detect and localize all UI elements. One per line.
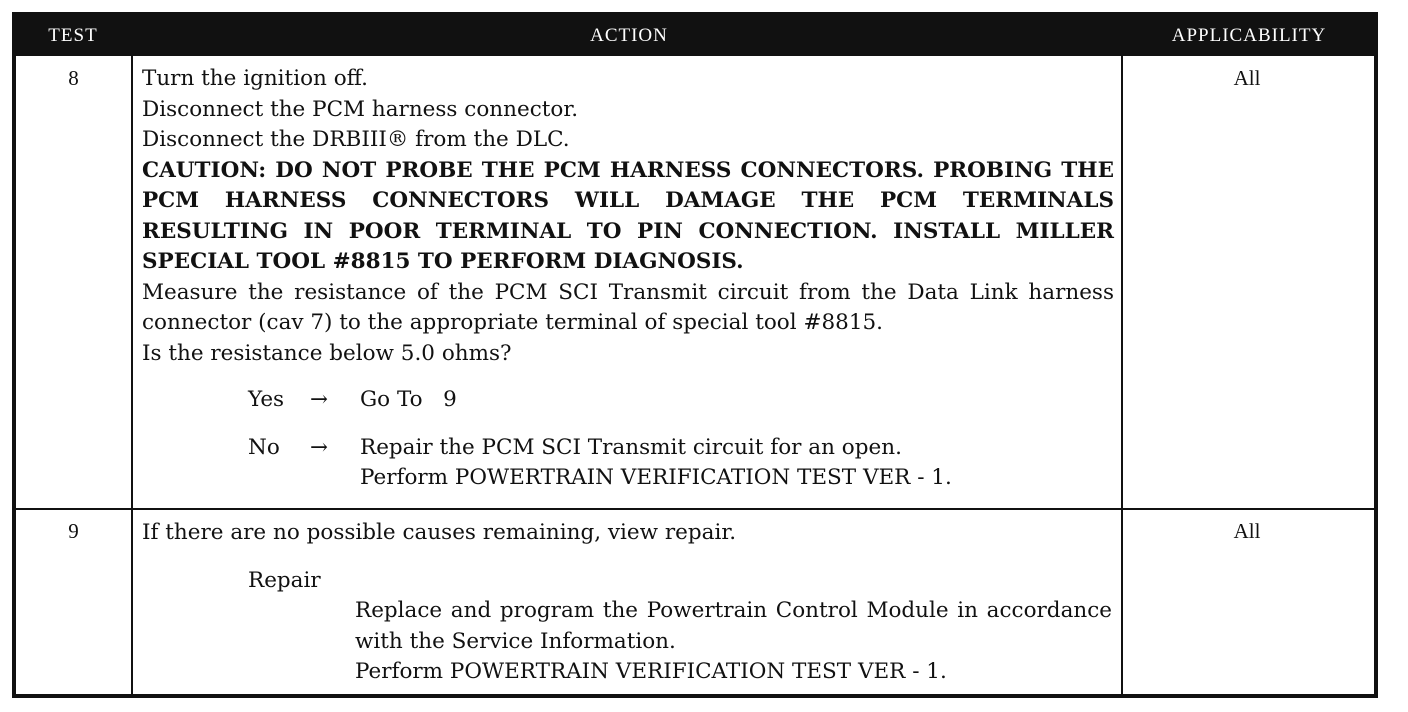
- no-action: Repair the PCM SCI Transmit circuit for an open.: [360, 435, 902, 460]
- arrow-icon: →: [310, 387, 329, 412]
- action-step: Disconnect the PCM harness connector.: [142, 96, 579, 122]
- header-test: TEST: [48, 25, 98, 46]
- action-step: If there are no possible causes remaining, view repair.: [142, 520, 737, 545]
- repair-verification: Perform POWERTRAIN VERIFICATION TEST VER - 1.: [355, 659, 947, 684]
- test-number: 8: [68, 66, 79, 90]
- diagnostic-table: [12, 12, 1378, 698]
- action-cell: [142, 64, 1114, 493]
- measure-instruction: Measure the resistance of the PCM SCI Transmit circuit from the Data Link harness connector (cav 7) to the appropriate terminal of special tool #8815.: [142, 279, 1114, 335]
- repair-text: Replace and program the Powertrain Control Module in accordance with the Service Information.: [355, 598, 1112, 654]
- action-step: Turn the ignition off.: [142, 66, 368, 91]
- table-header: [16, 16, 1374, 56]
- no-label: No: [248, 435, 280, 460]
- yes-branch: [142, 385, 1114, 415]
- column-divider: [131, 56, 133, 694]
- test-number: 9: [68, 519, 79, 543]
- repair-instructions: [355, 596, 1112, 688]
- no-verification: Perform POWERTRAIN VERIFICATION TEST VER - 1.: [360, 465, 952, 490]
- arrow-icon: →: [310, 435, 329, 460]
- yes-label: Yes: [248, 387, 285, 412]
- caution-text: CAUTION: DO NOT PROBE THE PCM HARNESS CONNECTORS. PROBING THE PCM HARNESS CONNECTORS WILL DAMAGE THE PCM TERMINALS RESULTING IN POOR TERMINAL TO PIN CONNECTION. INSTALL MILLER SPECIAL TOOL #8815 TO PERFORM DIAGNOSIS.: [142, 157, 1114, 274]
- applicability-value: All: [1233, 519, 1261, 543]
- repair-label: Repair: [248, 568, 321, 593]
- column-divider: [1121, 56, 1123, 694]
- header-applicability: APPLICABILITY: [1171, 25, 1327, 46]
- row-divider: [16, 508, 1374, 510]
- action-step: Disconnect the DRBIII® from the DLC.: [142, 127, 570, 152]
- diagnostic-question: Is the resistance below 5.0 ohms?: [142, 340, 512, 366]
- header-action: ACTION: [590, 25, 668, 46]
- action-cell: [142, 518, 1114, 698]
- no-branch: [142, 433, 1114, 493]
- applicability-value: All: [1233, 66, 1261, 90]
- yes-action: Go To 9: [360, 387, 457, 412]
